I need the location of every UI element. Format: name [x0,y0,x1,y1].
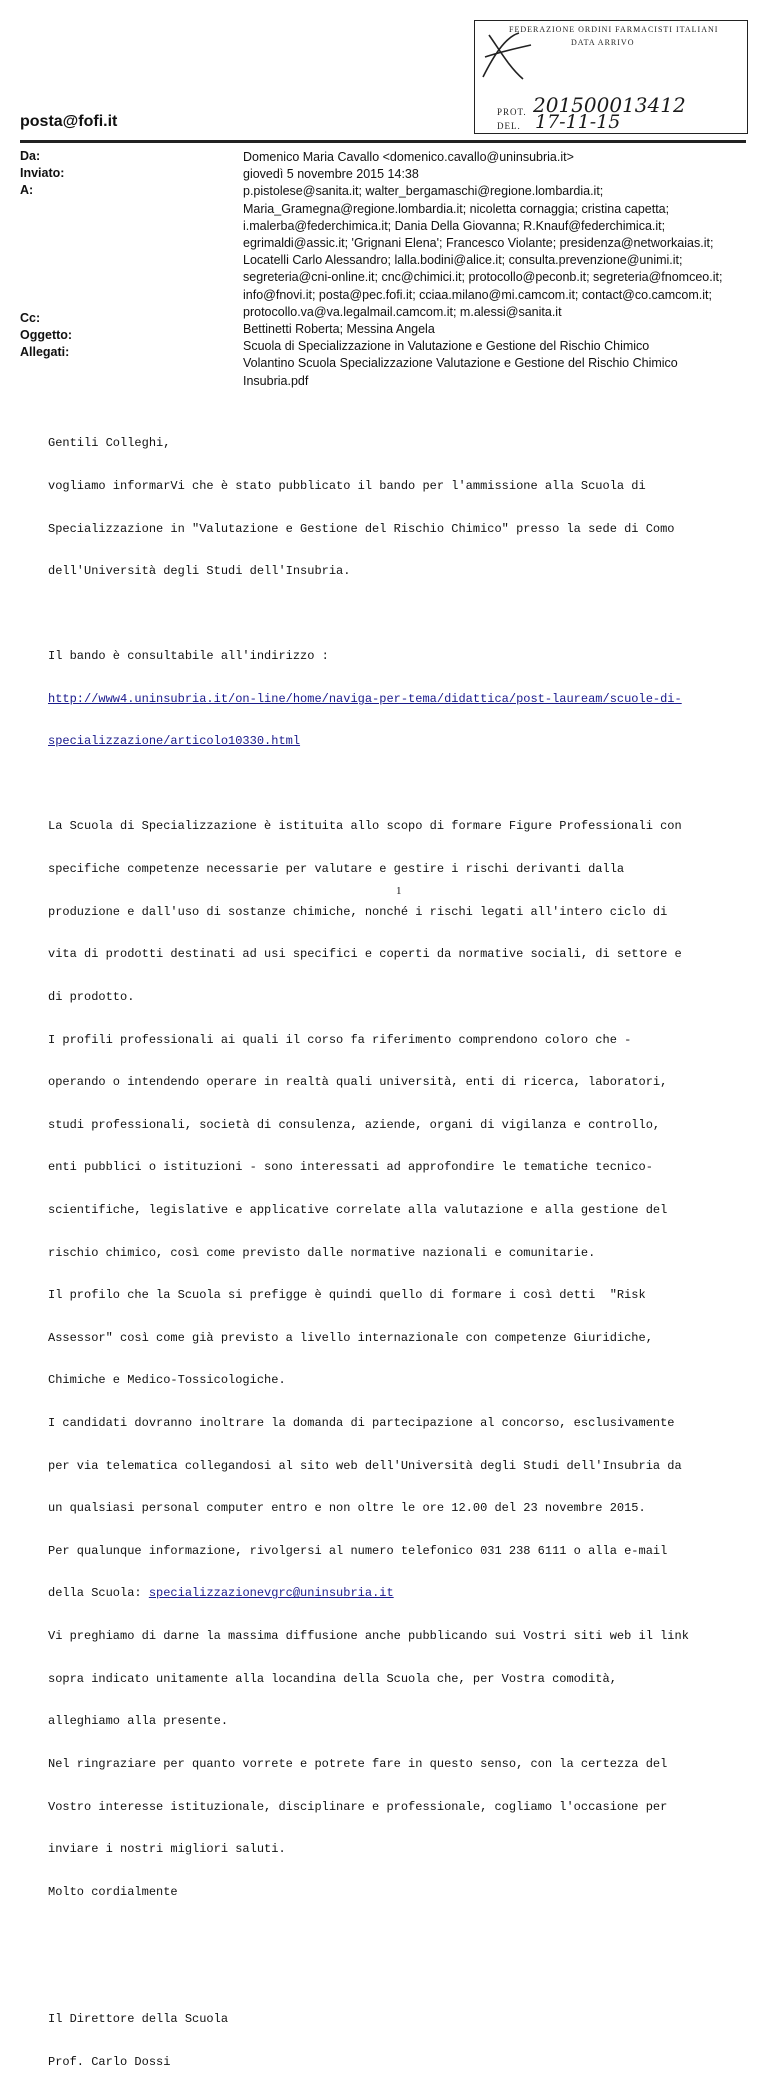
email-line [48,1586,748,1600]
body-line: I candidati dovranno inoltrare la domanda di partecipazione al concorso, esclusivamente [48,1416,675,1431]
body-line: I profili professionali ai quali il corso fa riferimento comprendono coloro che - [48,1032,632,1047]
body-line: Il profilo che la Scuola si prefigge è quindi quello di formare i così detti "Risk [48,1288,646,1303]
body-line: vita di prodotti destinati ad usi specifici e coperti da normative sociali, di settore e [48,947,682,962]
signature-line: Il Direttore della Scuola [48,2012,229,2027]
stamp-org: FEDERAZIONE ORDINI FARMACISTI ITALIANI [509,25,719,34]
header-rule [20,140,746,143]
body-line: produzione e dall'uso di sostanze chimiche, nonché i rischi legati all'intero ciclo di [48,904,668,919]
email-prefix: della Scuola: [48,1586,149,1601]
cc-label: Cc: [20,311,41,325]
body-line: Nel ringraziare per quanto vorrete e potrete fare in questo senso, con la certezza del [48,1756,668,1771]
header-values [243,149,743,390]
stamp-del-label: DEL. [497,121,521,131]
email-body [48,408,748,2083]
body-line: Assessor" così come già previsto a livello internazionale con competenze Giuridiche, [48,1330,653,1345]
body-line: di prodotto. [48,989,135,1004]
stamp-prot-number: 201500013412 [533,93,686,117]
body-line: inviare i nostri migliori saluti. [48,1842,286,1857]
cc-value: Bettinetti Roberta; Messina Angela [243,322,435,337]
initials-scribble [479,27,535,85]
body-line: rischio chimico, così come previsto dalle normative nazionali e comunitarie. [48,1245,596,1260]
to-line: segreteria@cni-online.it; cnc@chimici.it; protocollo@peconb.it; segreteria@fnomceo.it; [243,270,723,285]
bando-link-cont[interactable]: specializzazione/articolo10330.html [48,734,301,749]
stamp-del-date: 17-11-15 [535,111,621,133]
body-line: dell'Università degli Studi dell'Insubria. [48,564,351,579]
sent-value: giovedì 5 novembre 2015 14:38 [243,167,419,182]
bando-link[interactable]: http://www4.uninsubria.it/on-line/home/naviga-per-tema/didattica/post-lauream/scuole-di- [48,691,682,706]
from-value: Domenico Maria Cavallo <domenico.cavallo@uninsubria.it> [243,150,574,164]
body-line: enti pubblici o istituzioni - sono interessati ad approfondire le tematiche tecnico- [48,1160,653,1175]
bando-intro: Il bando è consultabile all'indirizzo : [48,649,329,664]
sent-label: Inviato: [20,166,65,180]
to-line: p.pistolese@sanita.it; walter_bergamaschi@regione.lombardia.it; [243,184,604,199]
protocol-stamp [474,20,748,134]
body-line: La Scuola di Specializzazione è istituita allo scopo di formare Figure Professionali con [48,819,682,834]
body-line: un qualsiasi personal computer entro e non oltre le ore 12.00 del 23 novembre 2015. [48,1501,646,1516]
stamp-prot-label: PROT. [497,107,527,117]
body-line: studi professionali, società di consulenza, aziende, organi di vigilanza e controllo, [48,1117,661,1132]
school-email-link[interactable]: specializzazionevgrc@uninsubria.it [148,1586,394,1601]
signature-line: Prof. Carlo Dossi [48,2054,171,2069]
body-line: specifiche competenze necessarie per valutare e gestire i rischi derivanti dalla [48,862,625,877]
subject-value: Scuola di Specializzazione in Valutazione e Gestione del Rischio Chimico [243,339,650,354]
to-line: Locatelli Carlo Alessandro; lalla.bodini@alice.it; consulta.prevenzione@unimi.it; [243,253,683,268]
attachments-label: Allegati: [20,345,70,359]
attachment-line: Volantino Scuola Specializzazione Valutazione e Gestione del Rischio Chimico [243,356,678,371]
to-line: info@fnovi.it; posta@pec.fofi.it; cciaa.milano@mi.camcom.it; contact@co.camcom.it; [243,287,712,302]
to-line: Maria_Gramegna@regione.lombardia.it; nicoletta cornaggia; cristina capetta; [243,201,670,216]
to-line: egrimaldi@assic.it; 'Grignani Elena'; Francesco Violante; presidenza@networkaias.it; [243,236,714,251]
body-line: Molto cordialmente [48,1884,178,1899]
stamp-date-label: DATA ARRIVO [571,38,635,47]
body-line: sopra indicato unitamente alla locandina della Scuola che, per Vostra comodità, [48,1671,617,1686]
body-line: Chimiche e Medico-Tossicologiche. [48,1373,286,1388]
body-line: scientifiche, legislative e applicative correlate alla valutazione e alla gestione del [48,1202,668,1217]
page-number: 1 [396,885,402,897]
body-line: vogliamo informarVi che è stato pubblicato il bando per l'ammissione alla Scuola di [48,479,646,494]
body-line: alleghiamo alla presente. [48,1714,229,1729]
to-line: protocollo.va@va.legalmail.camcom.it; m.alessi@sanita.it [243,304,562,319]
body-line: Per qualunque informazione, rivolgersi al numero telefonico 031 238 6111 o alla e-mail [48,1543,668,1558]
body-line: Gentili Colleghi, [48,436,171,451]
attachment-line: Insubria.pdf [243,373,309,388]
subject-label: Oggetto: [20,328,73,342]
sender-address: posta@fofi.it [20,113,118,130]
body-line: per via telematica collegandosi al sito web dell'Università degli Studi dell'Insubria da [48,1458,682,1473]
to-label: A: [20,183,34,197]
body-line: Vostro interesse istituzionale, disciplinare e professionale, cogliamo l'occasione per [48,1799,668,1814]
from-label: Da: [20,149,41,163]
to-line: i.malerba@federchimica.it; Dania Della Giovanna; R.Knauf@federchimica.it; [243,218,666,233]
body-line: Specializzazione in "Valutazione e Gestione del Rischio Chimico" presso la sede di Como [48,521,675,536]
body-line: Vi preghiamo di darne la massima diffusione anche pubblicando sui Vostri siti web il link [48,1629,689,1644]
body-line: operando o intendendo operare in realtà quali università, enti di ricerca, laboratori, [48,1075,668,1090]
